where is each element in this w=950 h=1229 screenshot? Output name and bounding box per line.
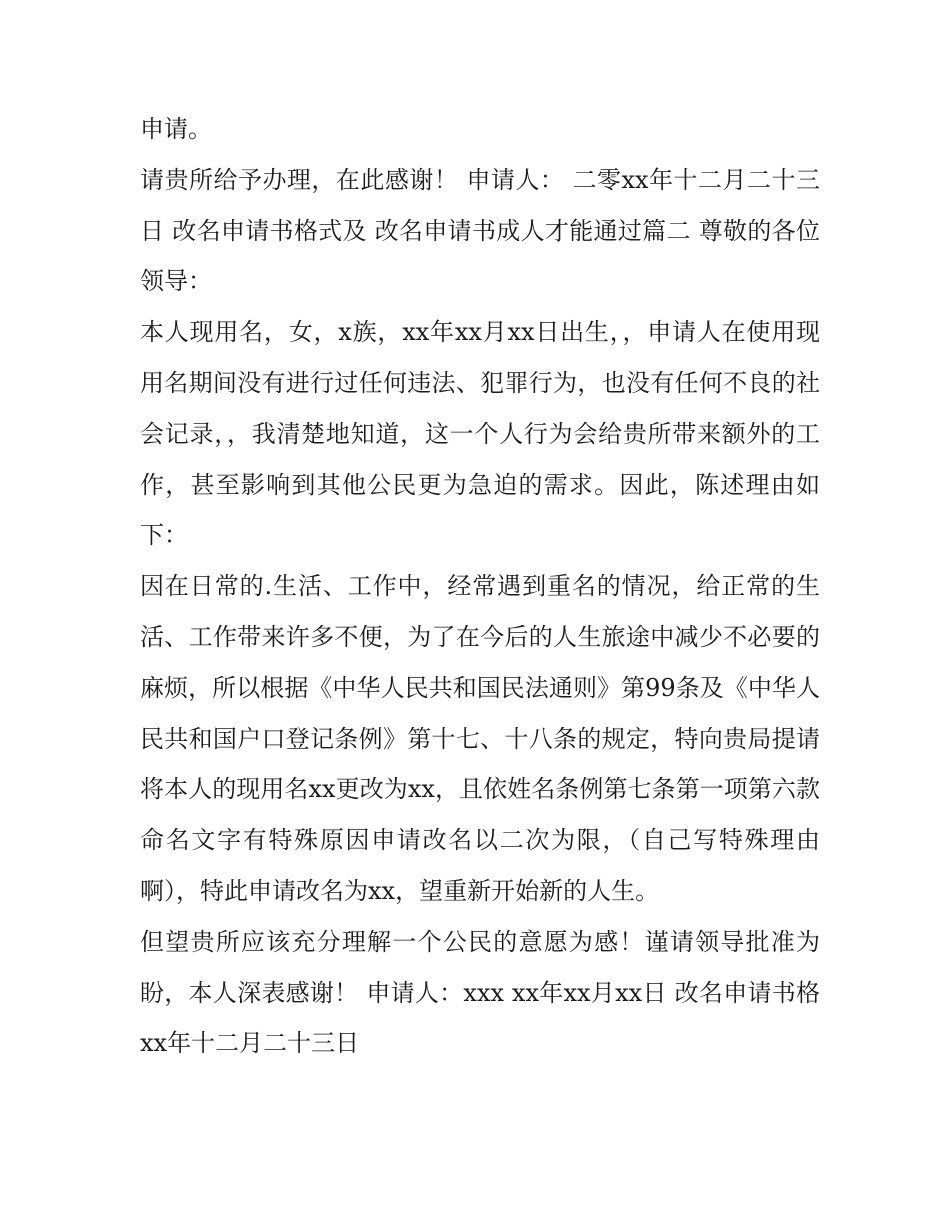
paragraph-reasons: 因在日常的.生活、工作中，经常遇到重名的情况，给正常的生活、工作带来许多不便，为了在今后的人生旅途中减少不必要的麻烦，所以根据《中华人民共和国民法通则》第99条及《中华人民共和国户口登记条例》第十七、十八条的规定，特向贵局提请将本人的现用名xx更改为xx，且依姓名条例第七条第一项第六款命名文字有特殊原因申请改名以二次为限，（自己写特殊理由啊），特此申请改名为xx，望重新开始新的人生。 — [140, 572, 820, 905]
paragraph-request-and-greeting: 请贵所给予办理，在此感谢！ 申请人： 二零xx年十二月二十三日 改名申请书格式及 改名申请书成人才能通过篇二 尊敬的各位领导： — [140, 165, 820, 296]
paragraph-opening-fragment: 申请。 — [140, 115, 212, 143]
document-body — [140, 104, 820, 1069]
paragraph-closing-signature: 但望贵所应该充分理解一个公民的意愿为感！谨请领导批准为盼，本人深表感谢！ 申请人：xxx xx年xx月xx日 改名申请书格 xx年十二月二十三日 — [140, 927, 820, 1058]
paragraph-personal-statement: 本人现用名，女，x族，xx年xx月xx日出生，，申请人在使用现用名期间没有进行过任何违法、犯罪行为，也没有任何不良的社会记录，，我清楚地知道，这一个人行为会给贵所带来额外的工作，甚至影响到其他公民更为急迫的需求。因此，陈述理由如下： — [140, 318, 820, 550]
